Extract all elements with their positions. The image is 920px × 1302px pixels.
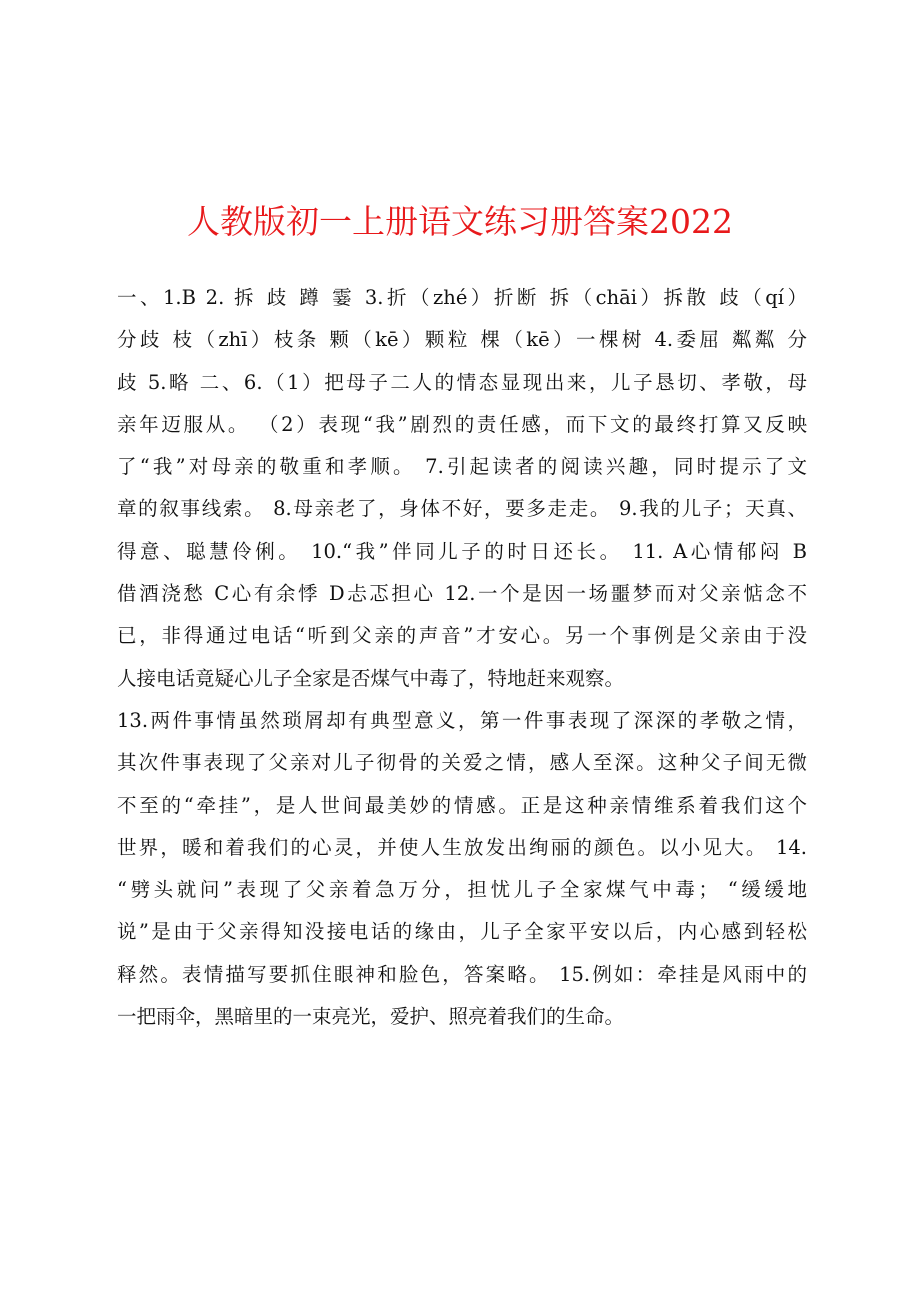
text-line: “劈头就问”表现了父亲着急万分，担忧儿子全家煤气中毒； “缓缓地 [117, 878, 807, 902]
text-line: 13.两件事情虽然琐屑却有典型意义，第一件事表现了深深的孝敬之情， [117, 708, 807, 732]
text-line: 歧 5.略 二、6.（1）把母子二人的情态显现出来，儿子恳切、孝敬，母 [117, 370, 807, 394]
text-line: 释然。表情描写要抓住眼神和脸色，答案略。 15.例如：牵挂是风雨中的 [117, 962, 807, 986]
text-line: 已，非得通过电话“听到父亲的声音”才安心。另一个事例是父亲由于没 [117, 624, 807, 648]
document-title: 人教版初一上册语文练习册答案2022 [187, 202, 733, 241]
text-line: 世界，暖和着我们的心灵，并使人生放发出绚丽的颜色。以小见大。 14. [117, 835, 807, 859]
text-line: 说”是由于父亲得知没接电话的缘由，儿子全家平安以后，内心感到轻松 [117, 920, 807, 944]
text-line: 得意、聪慧伶俐。 10.“我”伴同儿子的时日还长。 11. A心情郁闷 B [117, 539, 807, 563]
text-line: 人接电话竟疑心儿子全家是否煤气中毒了，特地赶来观察。 [117, 666, 625, 690]
answer-body [117, 282, 807, 1043]
text-line: 一、1.B 2. 拆 歧 蹲 霎 3.折（zhé）折断 拆（chāi）拆散 歧（qí） [117, 286, 807, 309]
text-line: 不至的“牵挂”，是人世间最美妙的情感。正是这种亲情维系着我们这个 [117, 793, 807, 817]
text-line: 了“我”对母亲的敬重和孝顺。 7.引起读者的阅读兴趣，同时提示了文 [117, 455, 807, 479]
text-line: 借酒浇愁 C心有余悸 D忐忑担心 12.一个是因一场噩梦而对父亲惦念不 [117, 582, 807, 606]
text-line: 其次件事表现了父亲对儿子彻骨的关爱之情，感人至深。这种父子间无微 [117, 751, 807, 775]
text-line: 一把雨伞，黑暗里的一束亮光，爱护、照亮着我们的生命。 [117, 1005, 625, 1029]
text-line: 亲年迈服从。 （2）表现“我”剧烈的责任感，而下文的最终打算又反映 [117, 412, 807, 436]
text-line: 章的叙事线索。 8.母亲老了，身体不好，要多走走。 9.我的儿子；天真、 [117, 497, 807, 521]
text-line: 分歧 枝（zhī）枝条 颗（kē）颗粒 棵（kē）一棵树 4.委屈 粼粼 分 [117, 328, 807, 352]
